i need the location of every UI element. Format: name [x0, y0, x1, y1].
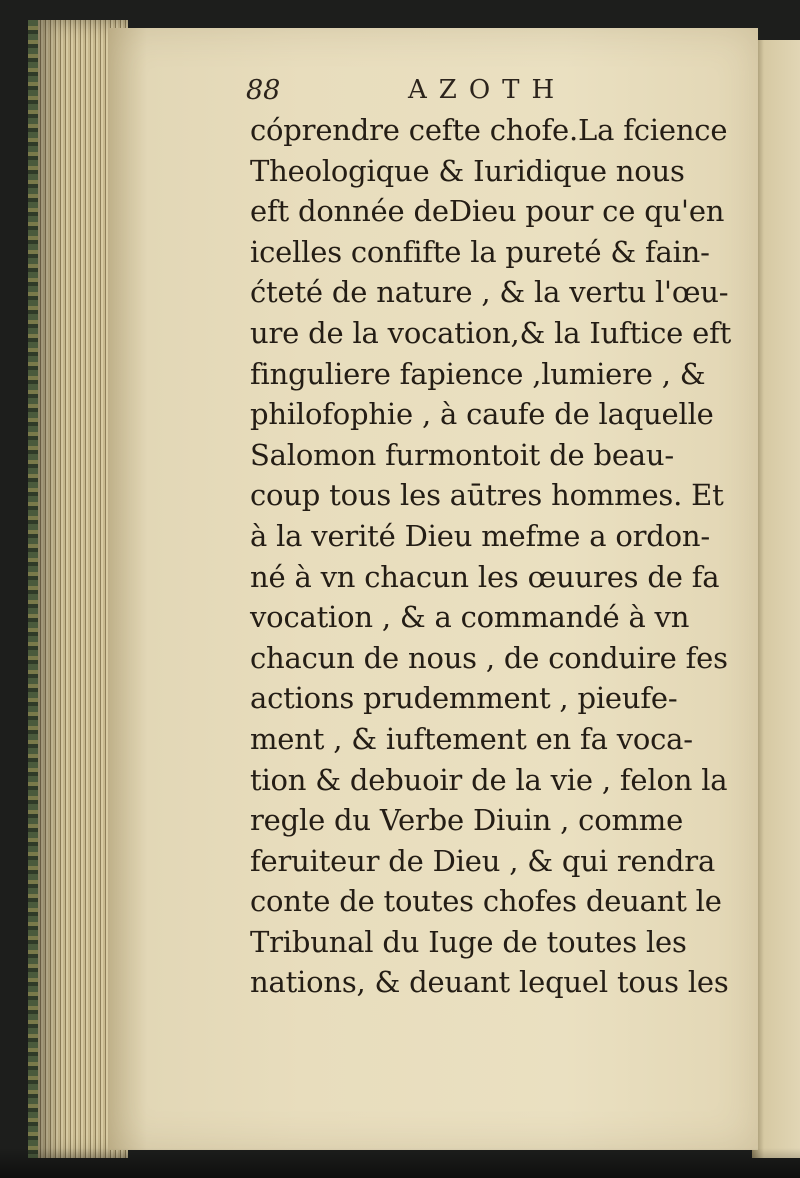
- text-line: conte de toutes chofes deuant le: [250, 884, 722, 919]
- text-line: finguliere fapience ,lumiere , &: [250, 356, 706, 391]
- facing-page-edge: [752, 40, 800, 1158]
- text-line: ment , & iuftement en fa voca-: [250, 721, 693, 756]
- text-line: Tribunal du Iuge de toutes les: [250, 924, 687, 959]
- text-line: tion & debuoir de la vie , felon la: [250, 762, 728, 797]
- text-line: coup tous les aūtres hommes. Et: [250, 478, 724, 513]
- bottom-shadow: [0, 1148, 800, 1178]
- text-line: icelles confifte la pureté & fain-: [250, 234, 710, 269]
- text-line: eft donnée deDieu pour ce qu'en: [250, 194, 725, 229]
- text-line: feruiteur de Dieu , & qui rendra: [250, 843, 716, 878]
- text-line: nations, & deuant lequel tous les: [250, 965, 729, 1000]
- page-header-title: AZOTH: [408, 75, 567, 105]
- text-line: vocation , & a commandé à vn: [250, 600, 690, 635]
- page-number: 88: [246, 75, 281, 106]
- text-line: actions prudemment , pieufe-: [250, 681, 678, 716]
- text-line: regle du Verbe Diuin , comme: [250, 803, 684, 838]
- text-line: à la verité Dieu mefme a ordon-: [250, 518, 710, 553]
- text-line: ćteté de nature , & la vertu l'œu-: [250, 275, 729, 310]
- text-line: chacun de nous , de conduire fes: [250, 640, 728, 675]
- body-text: [250, 110, 750, 1003]
- running-head: [240, 75, 700, 115]
- text-line: Theologique & Iuridique nous: [250, 153, 685, 188]
- text-line: ure de la vocation,& la Iuftice eft: [250, 315, 732, 350]
- text-line: cóprendre cefte chofe.La fcience: [250, 113, 728, 147]
- text-line: Salomon furmontoit de beau-: [250, 437, 674, 472]
- text-line: philofophie , à caufe de laquelle: [250, 397, 714, 432]
- text-line: né à vn chacun les œuures de fa: [250, 559, 720, 594]
